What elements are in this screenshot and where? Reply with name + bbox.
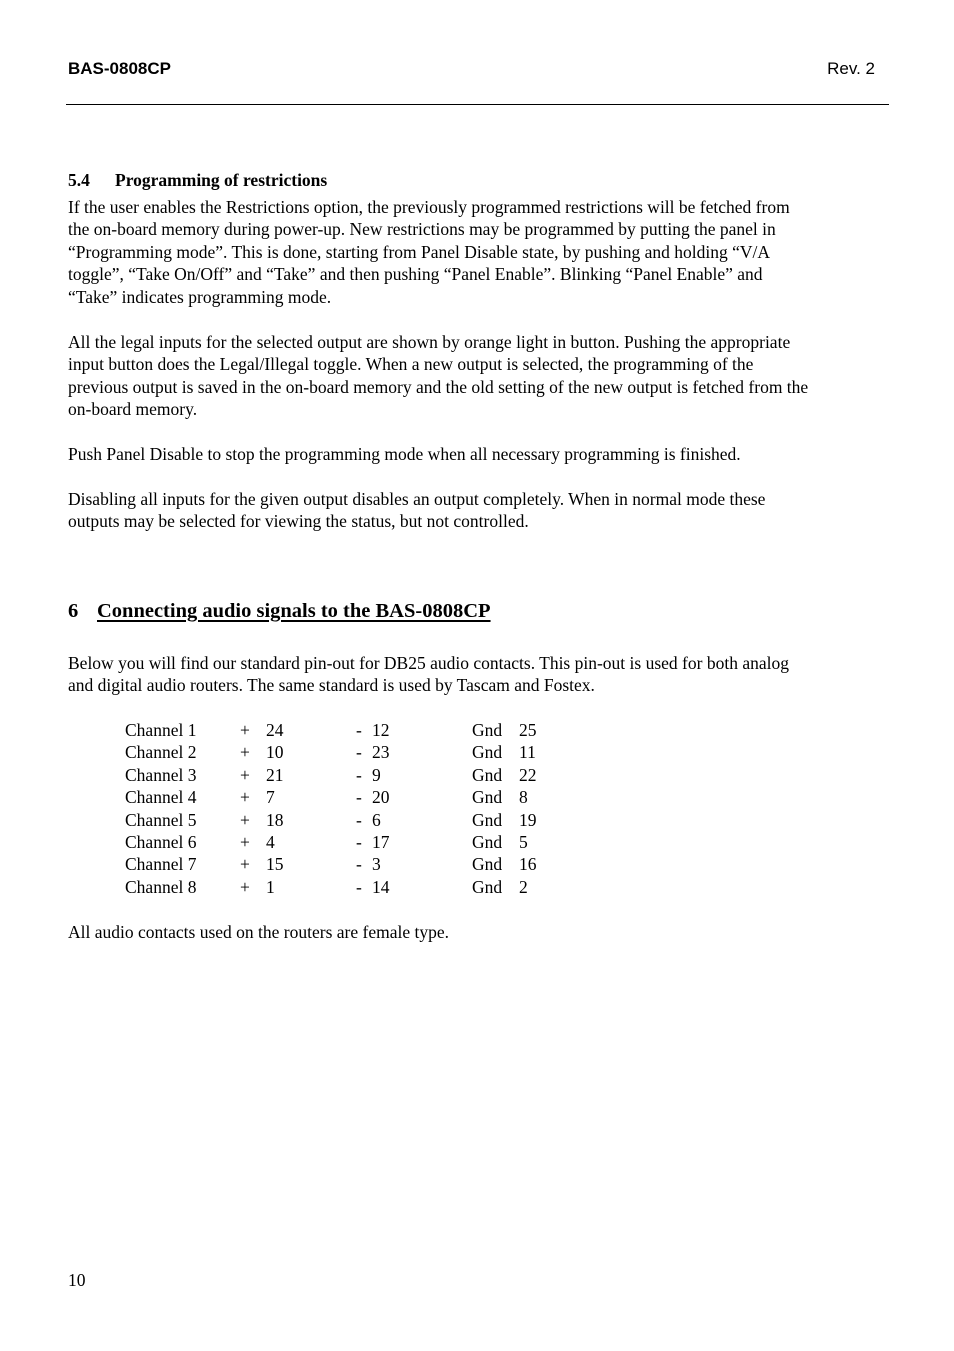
pinout-row: [125, 786, 585, 808]
pinout-row: [125, 764, 585, 786]
text-line: All audio contacts used on the routers are female type.: [68, 922, 449, 942]
gnd-label: Gnd: [472, 787, 503, 808]
paragraph: [68, 196, 890, 308]
text-line: the on-board memory during power-up. New restrictions may be programmed by putting the panel in: [68, 219, 776, 240]
text-line: Disabling all inputs for the given output disables an output completely. When in normal mode these: [68, 489, 766, 509]
minus-pin: 23: [372, 742, 390, 763]
gnd-pin: 11: [519, 742, 536, 763]
minus-sign: -: [356, 742, 362, 763]
plus-sign: +: [240, 809, 250, 830]
gnd-label: Gnd: [472, 831, 503, 852]
minus-pin: 14: [372, 876, 390, 897]
plus-pin: 15: [266, 854, 284, 875]
text-line: If the user enables the Restrictions option, the previously programmed restrictions will be fetched from: [68, 197, 790, 217]
paragraph: [68, 652, 890, 697]
text-line: outputs may be selected for viewing the status, but not controlled.: [68, 511, 529, 532]
revision-label: Rev. 2: [827, 59, 875, 78]
gnd-pin: 2: [519, 876, 528, 897]
channel-label: Channel 1: [125, 720, 197, 740]
plus-sign: +: [240, 764, 250, 785]
minus-sign: -: [356, 876, 362, 897]
minus-pin: 9: [372, 764, 381, 785]
gnd-pin: 19: [519, 809, 537, 830]
page-number: 10: [68, 1270, 86, 1290]
gnd-pin: 5: [519, 831, 528, 852]
pinout-row: [125, 741, 585, 763]
gnd-label: Gnd: [472, 809, 503, 830]
plus-sign: +: [240, 742, 250, 763]
text-line: “Take” indicates programming mode.: [68, 286, 332, 307]
minus-pin: 6: [372, 809, 381, 830]
plus-pin: 7: [266, 787, 275, 808]
text-line: previous output is saved in the on-board memory and the old setting of the new output is fetched from the: [68, 376, 809, 397]
plus-pin: 10: [266, 742, 284, 763]
minus-sign: -: [356, 854, 362, 875]
channel-label: Channel 8: [125, 876, 197, 897]
gnd-label: Gnd: [472, 764, 503, 785]
plus-pin: 21: [266, 764, 284, 785]
section-5-4-heading: [68, 170, 327, 191]
plus-sign: +: [240, 720, 250, 740]
pinout-table: [125, 719, 585, 898]
gnd-pin: 8: [519, 787, 528, 808]
paragraph: [68, 488, 890, 533]
channel-label: Channel 6: [125, 831, 197, 852]
gnd-label: Gnd: [472, 720, 503, 740]
gnd-label: Gnd: [472, 854, 503, 875]
plus-sign: +: [240, 876, 250, 897]
text-line: Push Panel Disable to stop the programming mode when all necessary programming is finished.: [68, 444, 741, 464]
text-line: “Programming mode”. This is done, starting from Panel Disable state, by pushing and holding “V/A: [68, 241, 770, 262]
gnd-pin: 25: [519, 720, 537, 740]
section-title: Connecting audio signals to the BAS-0808CP: [97, 600, 491, 622]
header-divider: [66, 104, 889, 105]
minus-sign: -: [356, 831, 362, 852]
plus-sign: +: [240, 787, 250, 808]
paragraph: [68, 921, 890, 943]
minus-sign: -: [356, 720, 362, 740]
text-line: All the legal inputs for the selected output are shown by orange light in button. Pushing the appropriate: [68, 332, 791, 352]
channel-label: Channel 2: [125, 742, 197, 763]
section-number: 6: [68, 600, 79, 622]
channel-label: Channel 3: [125, 764, 197, 785]
gnd-label: Gnd: [472, 742, 503, 763]
pinout-row: [125, 719, 585, 741]
minus-pin: 12: [372, 720, 390, 740]
plus-pin: 4: [266, 831, 275, 852]
text-line: on-board memory.: [68, 399, 198, 420]
gnd-label: Gnd: [472, 876, 503, 897]
minus-pin: 20: [372, 787, 390, 808]
gnd-pin: 16: [519, 854, 537, 875]
paragraph: [68, 331, 890, 421]
paragraph: [68, 443, 890, 465]
pinout-row: [125, 831, 585, 853]
text-line: Below you will find our standard pin-out for DB25 audio contacts. This pin-out is used for both analog: [68, 653, 789, 673]
text-line: and digital audio routers. The same standard is used by Tascam and Fostex.: [68, 675, 595, 696]
pinout-row: [125, 809, 585, 831]
section-number: 5.4: [68, 170, 90, 190]
plus-pin: 24: [266, 720, 284, 740]
minus-pin: 3: [372, 854, 381, 875]
plus-pin: 18: [266, 809, 284, 830]
text-line: input button does the Legal/Illegal toggle. When a new output is selected, the programming of the: [68, 354, 754, 375]
section-title: Programming of restrictions: [115, 170, 328, 190]
gnd-pin: 22: [519, 764, 537, 785]
channel-label: Channel 4: [125, 787, 197, 808]
channel-label: Channel 5: [125, 809, 197, 830]
minus-pin: 17: [372, 831, 390, 852]
plus-sign: +: [240, 854, 250, 875]
channel-label: Channel 7: [125, 854, 197, 875]
section-6-heading: [68, 600, 491, 623]
plus-pin: 1: [266, 876, 275, 897]
minus-sign: -: [356, 787, 362, 808]
text-line: toggle”, “Take On/Off” and “Take” and then pushing “Panel Enable”. Blinking “Panel Enable” and: [68, 264, 763, 285]
minus-sign: -: [356, 809, 362, 830]
minus-sign: -: [356, 764, 362, 785]
pinout-row: [125, 876, 585, 898]
document-id: BAS-0808CP: [68, 59, 171, 78]
pinout-row: [125, 853, 585, 875]
plus-sign: +: [240, 831, 250, 852]
